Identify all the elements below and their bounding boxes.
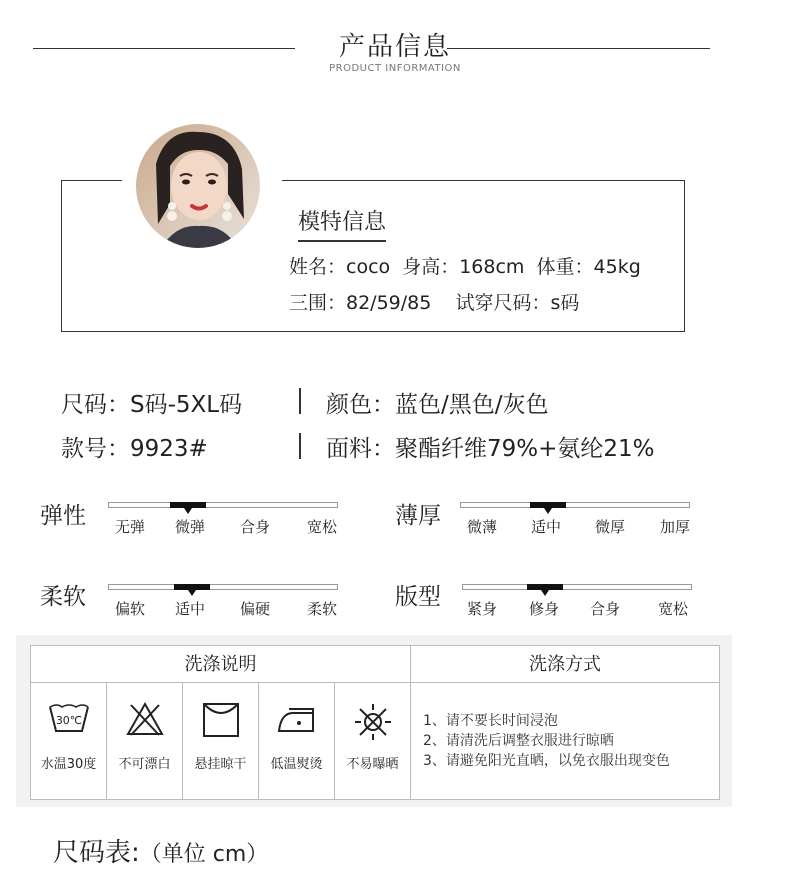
wash-instructions-header: 洗涤说明 — [31, 646, 411, 683]
wash-table — [30, 645, 720, 800]
scale-label: 薄厚 — [395, 503, 441, 529]
wash-icon-label: 低温熨烫 — [270, 757, 323, 772]
spec-size: 尺码：S码-5XL码 — [61, 392, 243, 418]
page-subtitle: PRODUCT INFORMATION — [329, 63, 461, 74]
wash-method-header: 洗涤方式 — [411, 646, 719, 683]
wash-cell — [107, 683, 183, 799]
wash-cell — [183, 683, 259, 799]
model-avatar — [136, 124, 260, 248]
scale-track — [108, 502, 338, 508]
scale-label: 柔软 — [40, 584, 86, 610]
scale-option: 适中 — [530, 518, 561, 536]
spec-separator-2 — [299, 433, 301, 459]
wash-cell — [259, 683, 335, 799]
scale-option: 微厚 — [594, 518, 625, 536]
scale-option: 合身 — [239, 518, 270, 536]
scale-track — [108, 584, 338, 590]
scale-option: 宽松 — [306, 518, 337, 536]
spec-fabric: 面料：聚酯纤维79%+氨纶21% — [326, 436, 655, 462]
wash-note-2: 2、请清洗后调整衣服进行晾晒 — [423, 733, 614, 749]
scale-option: 适中 — [174, 600, 205, 618]
scale-track — [460, 502, 690, 508]
size-table-title — [53, 832, 268, 869]
scale-option: 微弹 — [174, 518, 205, 536]
scale-option: 合身 — [589, 600, 620, 618]
scale-option: 偏软 — [114, 600, 145, 618]
size-table-label: 尺码表: — [53, 838, 140, 868]
page-title: 产品信息 — [338, 32, 451, 62]
no-sun-icon — [352, 701, 394, 743]
scale-label: 版型 — [395, 584, 441, 610]
hang-dry-icon — [201, 701, 241, 739]
scale-option: 微薄 — [466, 518, 497, 536]
scale-option: 偏硬 — [239, 600, 270, 618]
wash-icon-label: 水温30度 — [40, 757, 97, 772]
scale-option: 加厚 — [659, 518, 690, 536]
scale-option: 无弹 — [114, 518, 145, 536]
wash-cell — [335, 683, 411, 799]
spec-separator-1 — [299, 388, 301, 414]
scale-option: 紧身 — [466, 600, 497, 618]
scale-option: 修身 — [528, 600, 559, 618]
wash-icon-label: 不易曝晒 — [346, 757, 399, 772]
scale-track — [462, 584, 692, 590]
wash-temp-text: 30℃ — [55, 714, 82, 727]
size-table-unit: （单位 cm） — [139, 842, 269, 867]
scale-pointer — [544, 508, 552, 514]
scale-pointer — [541, 590, 549, 596]
model-info-line2: 三围：82/59/85 试穿尺码：s码 — [289, 292, 580, 314]
spec-style-no: 款号：9923# — [61, 436, 208, 462]
spec-color: 颜色：蓝色/黑色/灰色 — [326, 392, 549, 418]
scale-label: 弹性 — [40, 503, 86, 529]
scale-pointer — [184, 508, 192, 514]
low-iron-icon — [275, 701, 319, 735]
scale-pointer — [188, 590, 196, 596]
wash-icon-label: 不可漂白 — [118, 757, 171, 772]
scale-option: 宽松 — [657, 600, 688, 618]
wash-cell — [31, 683, 107, 799]
no-bleach-icon — [125, 701, 165, 737]
model-info-line1: 姓名：coco 身高：168cm 体重：45kg — [289, 256, 641, 278]
wash-note-1: 1、请不要长时间浸泡 — [423, 713, 558, 729]
wash-30-icon — [47, 701, 91, 735]
model-info-title: 模特信息 — [298, 205, 386, 242]
wash-icon-label: 悬挂晾干 — [194, 757, 247, 772]
scale-option: 柔软 — [306, 600, 337, 618]
wash-note-3: 3、请避免阳光直晒，以免衣服出现变色 — [423, 753, 670, 769]
